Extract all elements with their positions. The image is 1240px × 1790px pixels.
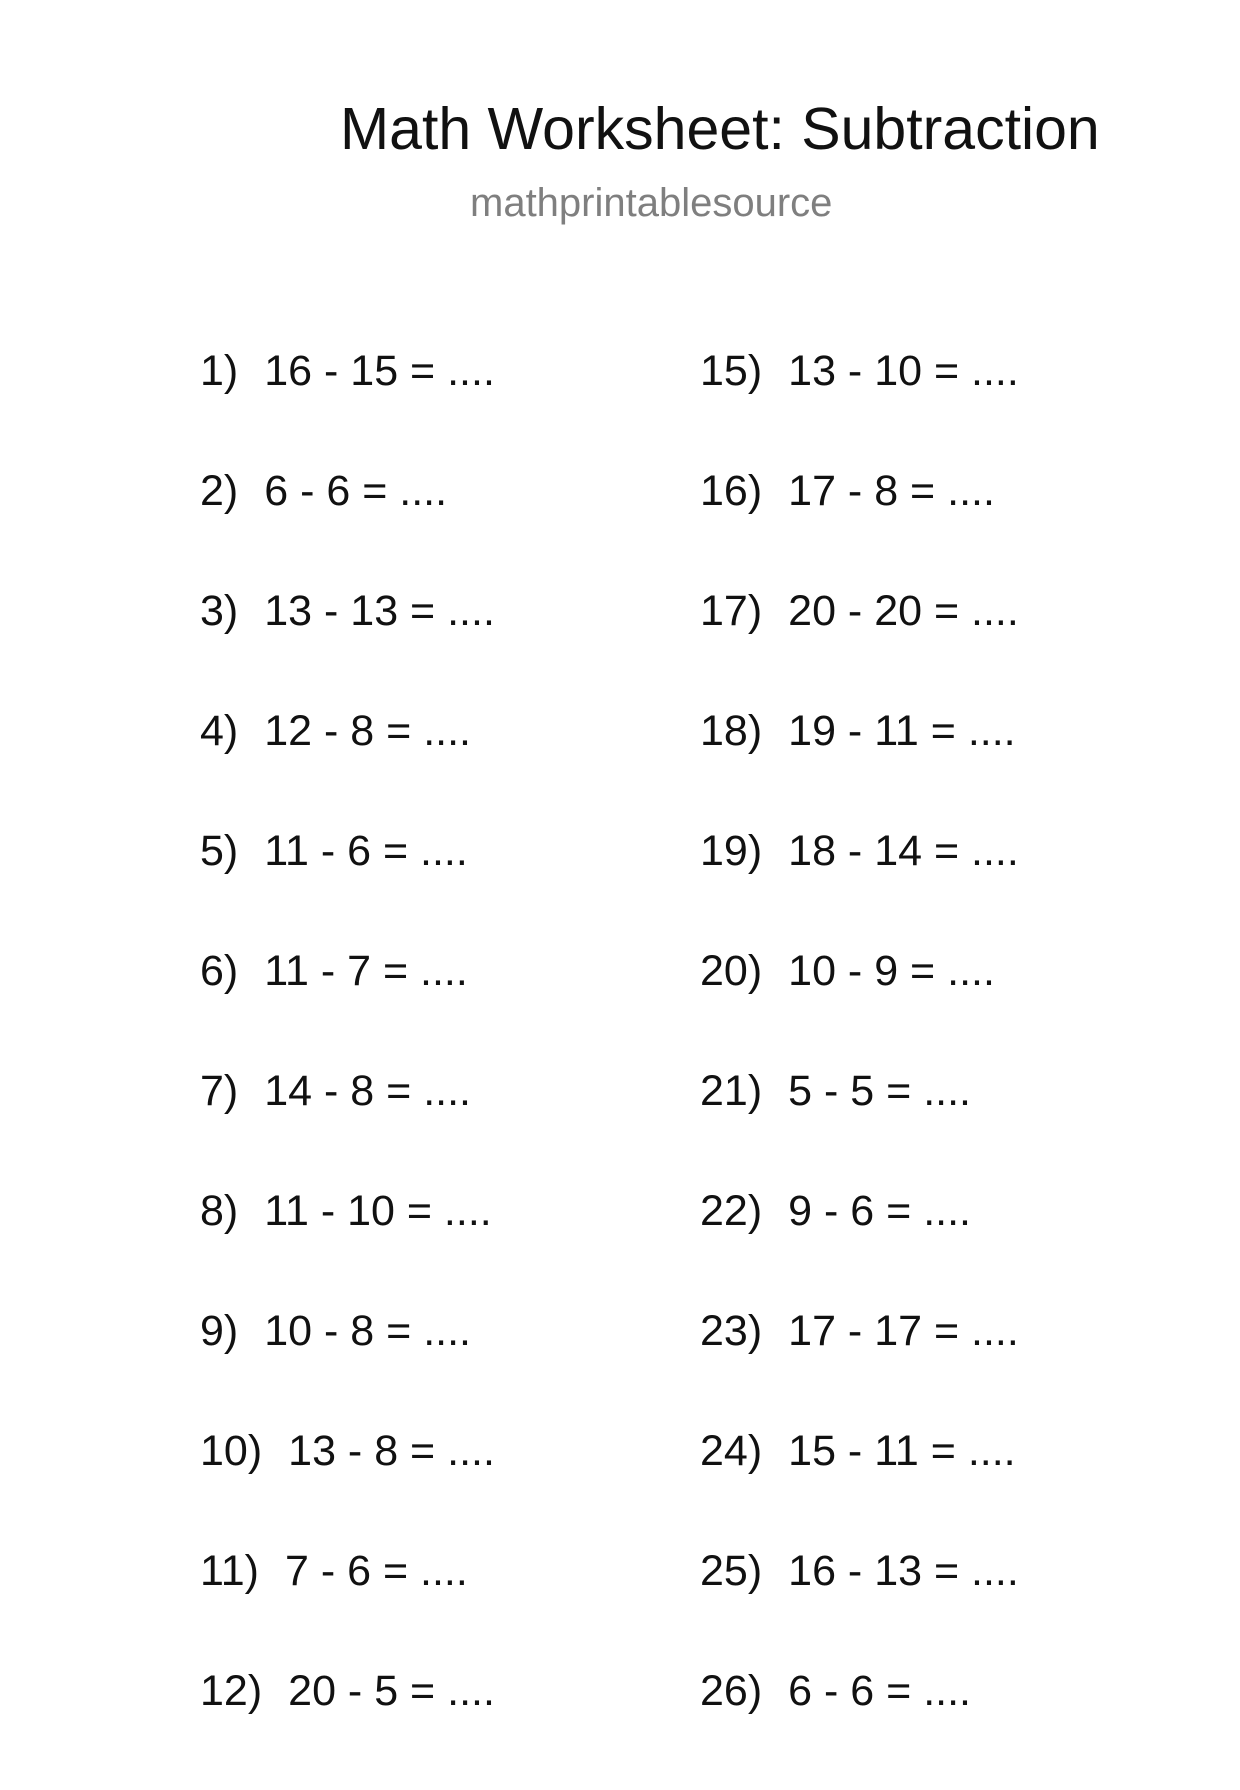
problem-item [200, 1187, 680, 1310]
problem-item [200, 587, 680, 710]
problem-expression: 18 - 14 = .... [788, 827, 1019, 875]
problem-number: 24) [700, 1427, 763, 1475]
problem-item [200, 1307, 680, 1430]
problem-expression: 11 - 10 = .... [264, 1187, 492, 1235]
problem-expression: 11 - 6 = .... [264, 827, 468, 875]
problem-number: 23) [700, 1307, 763, 1355]
problem-number: 6) [200, 947, 239, 995]
problem-expression: 16 - 15 = .... [264, 347, 495, 395]
problem-expression: 11 - 7 = .... [264, 947, 468, 995]
problem-item [700, 467, 1180, 590]
problem-item [200, 827, 680, 950]
problem-expression: 20 - 20 = .... [788, 587, 1019, 635]
problem-expression: 20 - 5 = .... [288, 1667, 495, 1715]
problem-number: 25) [700, 1547, 763, 1595]
problem-item [700, 587, 1180, 710]
problem-expression: 15 - 11 = .... [788, 1427, 1016, 1475]
problem-number: 18) [700, 707, 763, 755]
problem-expression: 13 - 13 = .... [264, 587, 495, 635]
problem-expression: 17 - 8 = .... [788, 467, 995, 515]
problem-expression: 5 - 5 = .... [788, 1067, 971, 1115]
problem-number: 1) [200, 347, 239, 395]
problem-item [200, 1547, 680, 1670]
problem-item [700, 1547, 1180, 1670]
problem-number: 20) [700, 947, 763, 995]
problems-left-column [200, 347, 680, 1790]
problem-expression: 13 - 10 = .... [788, 347, 1019, 395]
problem-item [200, 1427, 680, 1550]
problem-number: 10) [200, 1427, 263, 1475]
problem-number: 12) [200, 1667, 263, 1715]
problem-item [700, 827, 1180, 950]
worksheet-header [0, 0, 1240, 260]
problem-number: 19) [700, 827, 763, 875]
problem-item [200, 347, 680, 470]
problem-item [200, 1067, 680, 1190]
problem-number: 8) [200, 1187, 239, 1235]
problem-item [700, 347, 1180, 470]
problem-expression: 10 - 8 = .... [264, 1307, 471, 1355]
problem-number: 26) [700, 1667, 763, 1715]
problem-number: 11) [200, 1547, 259, 1595]
problem-number: 15) [700, 347, 763, 395]
problem-number: 7) [200, 1067, 239, 1115]
problem-item [200, 947, 680, 1070]
problems-right-column [700, 347, 1180, 1790]
problem-expression: 10 - 9 = .... [788, 947, 995, 995]
problem-expression: 17 - 17 = .... [788, 1307, 1019, 1355]
problem-number: 21) [700, 1067, 763, 1115]
problem-item [700, 707, 1180, 830]
problem-item [700, 1187, 1180, 1310]
problem-expression: 19 - 11 = .... [788, 707, 1016, 755]
problem-number: 2) [200, 467, 239, 515]
problem-number: 9) [200, 1307, 239, 1355]
problem-expression: 13 - 8 = .... [288, 1427, 495, 1475]
source-label: mathprintablesource [470, 181, 833, 225]
problem-item [700, 1427, 1180, 1550]
problem-item [200, 707, 680, 830]
problem-item [700, 1667, 1180, 1790]
page-title: Math Worksheet: Subtraction [340, 96, 1100, 162]
problem-item [200, 467, 680, 590]
problem-item [700, 1307, 1180, 1430]
problem-number: 5) [200, 827, 239, 875]
problem-item [200, 1667, 680, 1790]
problem-expression: 9 - 6 = .... [788, 1187, 971, 1235]
problem-expression: 12 - 8 = .... [264, 707, 471, 755]
problem-expression: 14 - 8 = .... [264, 1067, 471, 1115]
problem-number: 3) [200, 587, 239, 635]
problem-expression: 7 - 6 = .... [284, 1547, 468, 1595]
problem-expression: 6 - 6 = .... [264, 467, 448, 515]
problem-item [700, 1067, 1180, 1190]
problem-expression: 16 - 13 = .... [788, 1547, 1019, 1595]
problem-number: 16) [700, 467, 763, 515]
problem-number: 22) [700, 1187, 763, 1235]
problem-number: 17) [700, 587, 763, 635]
problem-expression: 6 - 6 = .... [788, 1667, 971, 1715]
problem-item [700, 947, 1180, 1070]
problem-number: 4) [200, 707, 239, 755]
